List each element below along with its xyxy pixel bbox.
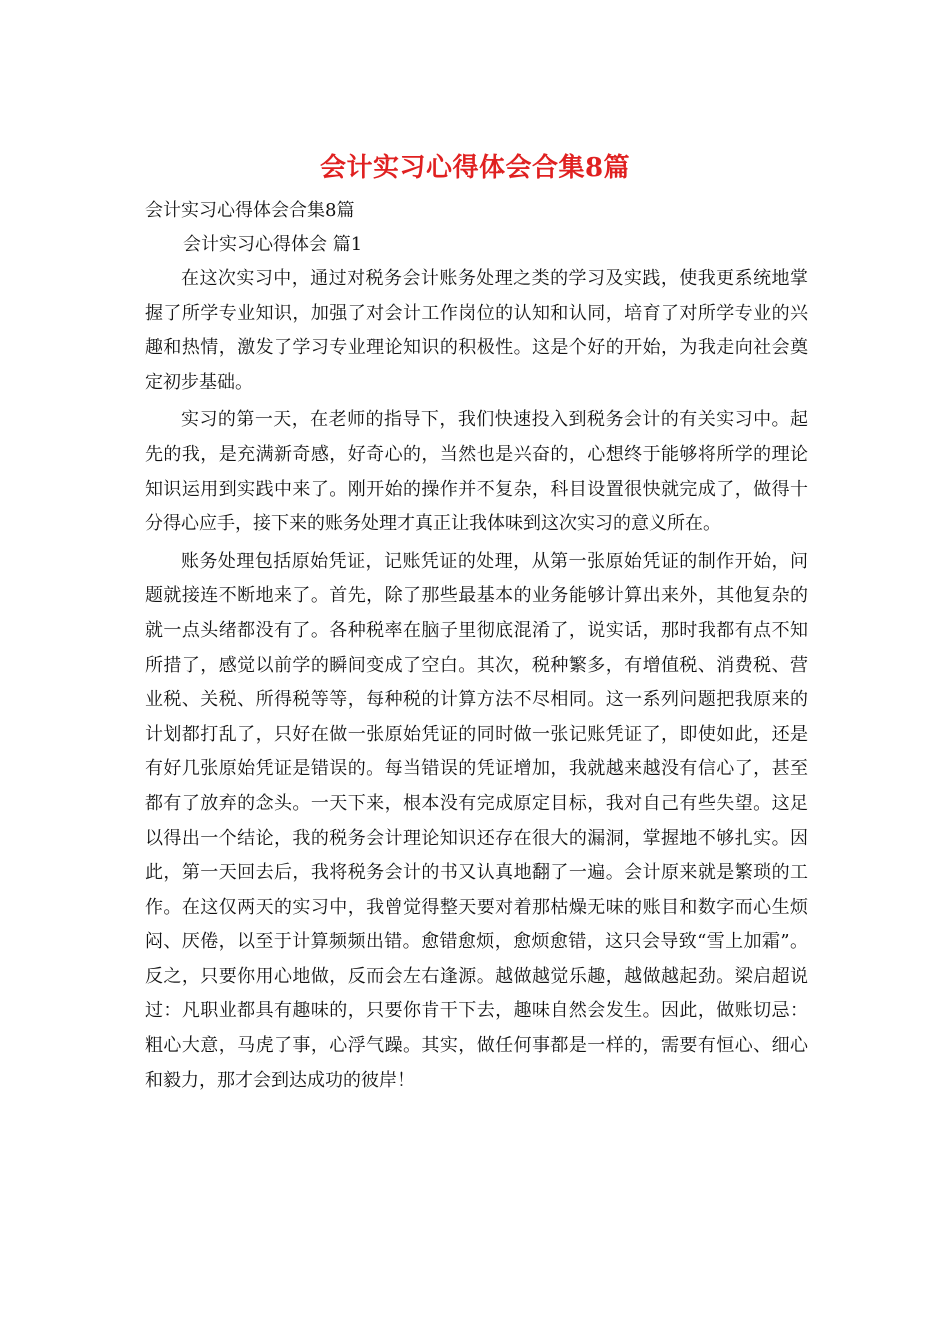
document-subtitle: 会计实习心得体会合集8篇 [145, 200, 355, 221]
body-text [145, 262, 808, 1101]
section-heading: 会计实习心得体会 篇1 [183, 234, 363, 255]
paragraph-2: 实习的第一天，在老师的指导下，我们快速投入到税务会计的有关实习中。起先的我，是充满新奇感，好奇心的，当然也是兴奋的，心想终于能够将所学的理论知识运用到实践中来了。刚开始的操作并不复杂，科目设置很快就完成了，做得十分得心应手，接下来的账务处理才真正让我体味到这次实习的意义所在。 [145, 409, 808, 535]
paragraph-3: 账务处理包括原始凭证，记账凭证的处理，从第一张原始凭证的制作开始，问题就接连不断地来了。首先，除了那些最基本的业务能够计算出来外，其他复杂的就一点头绪都没有了。各种税率在脑子里彻底混淆了，说实话，那时我都有点不知所措了，感觉以前学的瞬间变成了空白。其次，税种繁多，有增值税、消费税、营业税、关税、所得税等等，每种税的计算方法不尽相同。这一系列问题把我原来的计划都打乱了，只好在做一张原始凭证的同时做一张记账凭证了，即使如此，还是有好几张原始凭证是错误的。每当错误的凭证增加，我就越来越没有信心了，甚至都有了放弃的念头。一天下来，根本没有完成原定目标，我对自己有些失望。这足以得出一个结论，我的税务会计理论知识还存在很大的漏洞，掌握地不够扎实。因此，第一天回去后，我将税务会计的书又认真地翻了一遍。会计原来就是繁琐的工作。在这仅两天的实习中，我曾觉得整天要对着那枯燥无味的账目和数字而心生烦闷、厌倦，以至于计算频频出错。愈错愈烦，愈烦愈错，这只会导致“雪上加霜”。反之，只要你用心地做，反而会左右逢源。越做越觉乐趣，越做越起劲。梁启超说过：凡职业都具有趣味的，只要你肯干下去，趣味自然会发生。因此，做账切忌：粗心大意，马虎了事，心浮气躁。其实，做任何事都是一样的，需要有恒心、细心和毅力，那才会到达成功的彼岸！ [145, 550, 808, 1091]
paragraph-1: 在这次实习中，通过对税务会计账务处理之类的学习及实践，使我更系统地掌握了所学专业知识，加强了对会计工作岗位的认知和认同，培育了对所学专业的兴趣和热情，激发了学习专业理论知识的积极性。这是个好的开始，为我走向社会奠定初步基础。 [145, 268, 808, 393]
document-title: 会计实习心得体会合集8篇 [319, 153, 631, 183]
